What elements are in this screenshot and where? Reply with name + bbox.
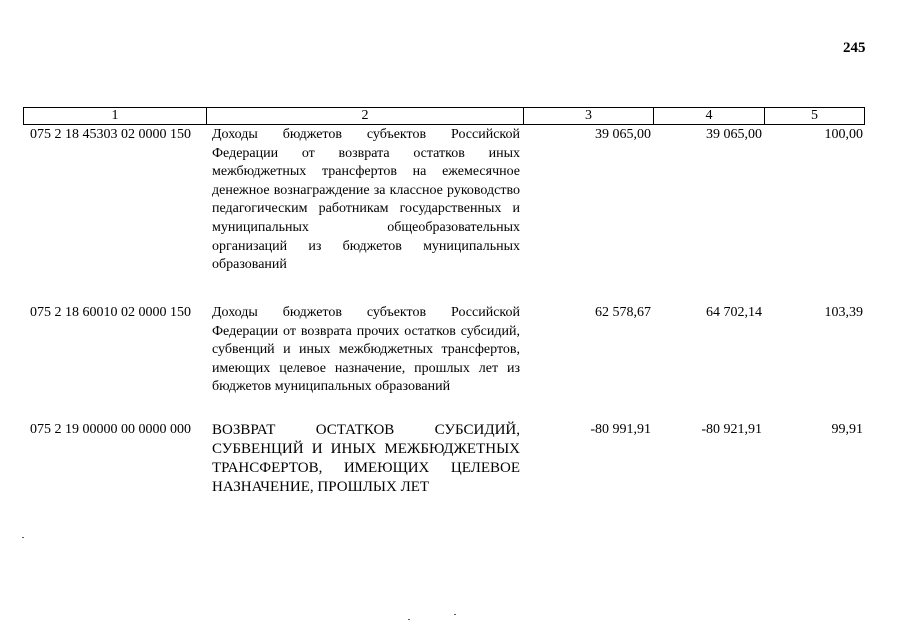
scan-speck [22,537,24,538]
header-col-1: 1 [23,107,207,125]
row-col5-value: 103,39 [824,305,863,320]
row-col3-value: 62 578,67 [595,305,651,320]
row-col4-value: 64 702,14 [706,305,762,320]
row-code: 075 2 18 45303 02 0000 150 [30,127,191,142]
header-col-5: 5 [764,107,865,125]
page-number: 245 [843,40,866,56]
row-col3-value: -80 991,91 [590,422,651,437]
row-description: ВОЗВРАТ ОСТАТКОВ СУБСИДИЙ, СУБВЕНЦИЙ И ИНЫХ МЕЖБЮДЖЕТНЫХ ТРАНСФЕРТОВ, ИМЕЮЩИХ ЦЕЛЕВОЕ НАЗНАЧЕНИЕ, ПРОШЛЫХ ЛЕТ [212,422,520,495]
header-col-2: 2 [206,107,524,125]
row-code: 075 2 19 00000 00 0000 000 [30,422,191,437]
row-description: Доходы бюджетов субъектов Российской Федерации от возврата остатков иных межбюджетных трансфертов на ежемесячное денежное вознаграждение за классное руководство педагогическим работникам государственных и муниципальных общеобразовательных организаций из бюджетов муниципальных образований [212,127,520,273]
row-col4-value: 39 065,00 [706,127,762,142]
row-col3-value: 39 065,00 [595,127,651,142]
row-description: Доходы бюджетов субъектов Российской Федерации от возврата прочих остатков субсидий, субвенций и иных межбюджетных трансфертов, имеющих целевое назначение, прошлых лет из бюджетов муниципальных образований [212,305,520,395]
header-col-3: 3 [523,107,654,125]
header-col-4: 4 [653,107,765,125]
row-col5-value: 99,91 [831,422,863,437]
scan-speck [454,614,456,615]
row-col5-value: 100,00 [824,127,863,142]
table-header [23,107,865,125]
row-code: 075 2 18 60010 02 0000 150 [30,305,191,320]
row-col4-value: -80 921,91 [701,422,762,437]
scan-speck [408,619,410,620]
